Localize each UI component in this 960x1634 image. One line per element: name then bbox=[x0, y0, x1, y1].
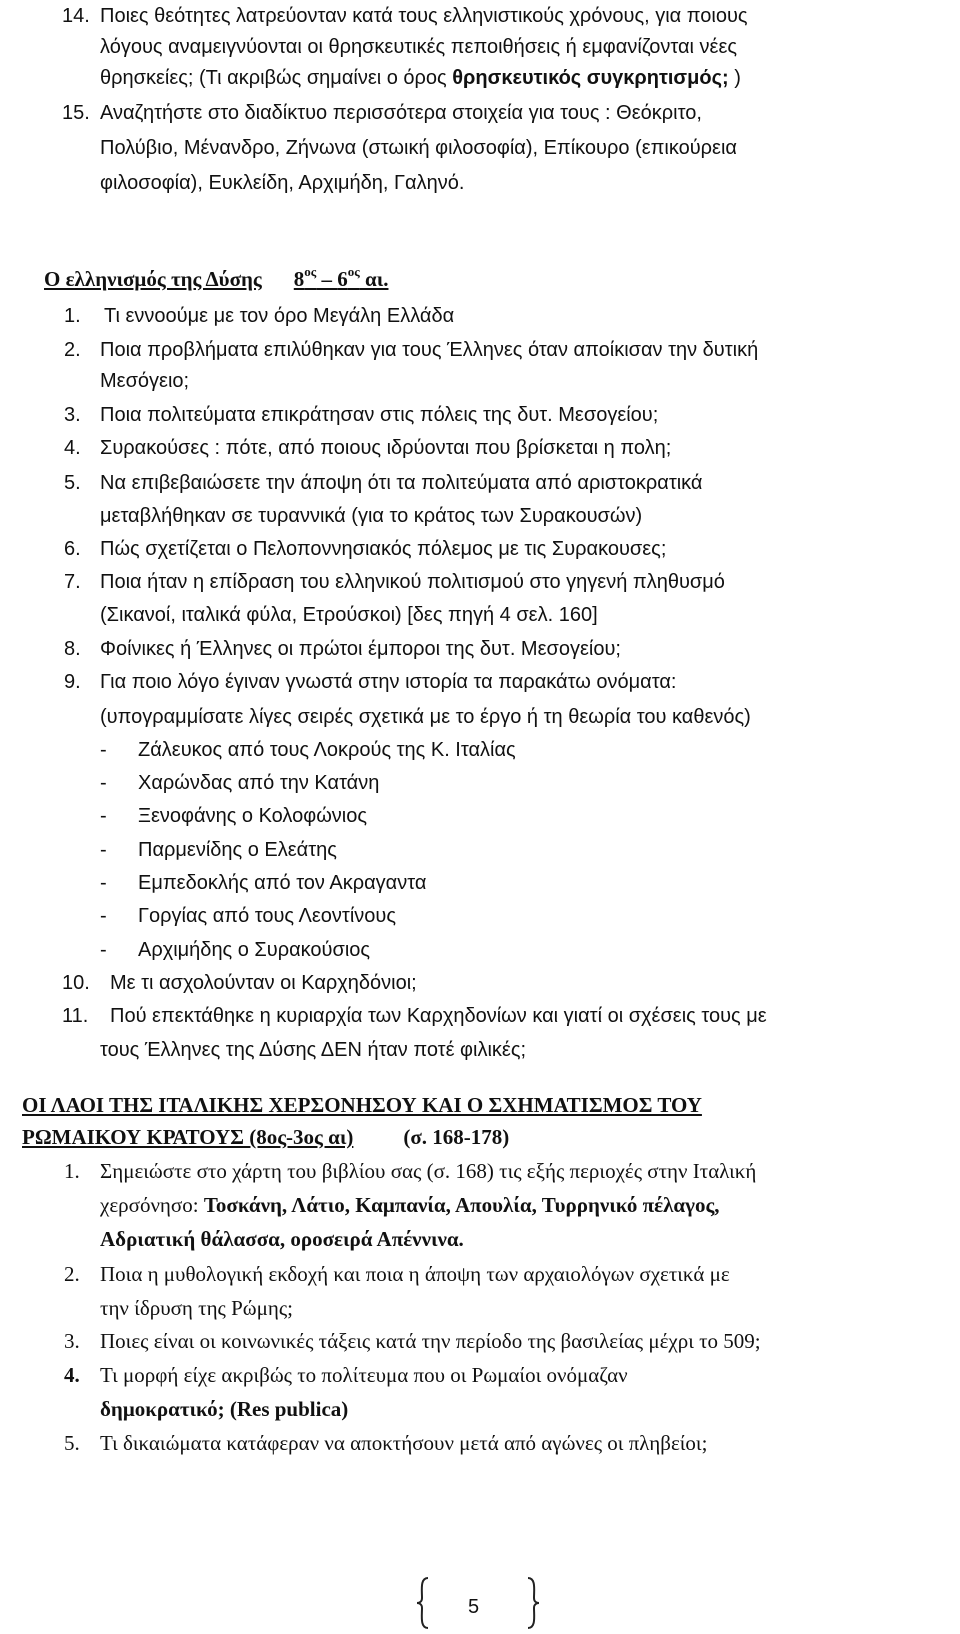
s1-item-5-line-2: μεταβλήθηκαν σε τυραννικά (για το κράτος των Συρακουσών) bbox=[100, 505, 643, 527]
s2-item-1-line-2 bbox=[100, 1192, 720, 1218]
s1-item-7-line-1: Ποια ήταν η επίδραση του ελληνικού πολιτισμού στο γηγενή πληθυσμό bbox=[100, 571, 725, 593]
s1-item-6-line-1: Πώς σχετίζεται ο Πελοποννησιακός πόλεμος με τις Συρακουσες; bbox=[100, 538, 667, 560]
section1-title-text: Ο ελληνισμός της Δύσης bbox=[44, 267, 262, 291]
s1-item-7-line-2: (Σικανοί, ιταλικά φύλα, Ετρούσκοι) [δες πηγή 4 σελ. 160] bbox=[100, 604, 598, 626]
name-bullet: - bbox=[100, 872, 107, 894]
s1-item-11-line-2: τους Έλληνες της Δύσης ΔΕΝ ήταν ποτέ φιλικές; bbox=[100, 1039, 527, 1061]
s2-item-1-regions: Τοσκάνη, Λάτιο, Καμπανία, Απουλία, Τυρρηνικό πέλαγος, bbox=[203, 1193, 720, 1217]
s1-item-2-line-1: Ποια προβλήματα επιλύθηκαν για τους Έλληνες όταν αποίκισαν την δυτική bbox=[100, 339, 759, 361]
name-bullet: - bbox=[100, 805, 107, 827]
s2-item-4-line-1: Τι μορφή είχε ακριβώς το πολίτευμα που οι Ρωμαίοι ονόμαζαν bbox=[100, 1363, 628, 1387]
q14-line-1: Ποιες θεότητες λατρεύονταν κατά τους ελληνιστικούς χρόνους, για ποιους bbox=[100, 5, 748, 27]
s1-item-3-number: 3. bbox=[64, 404, 81, 426]
section2-pages: (σ. 168-178) bbox=[403, 1125, 510, 1149]
s1-item-2-line-2: Μεσόγειο; bbox=[100, 370, 190, 392]
name-charondas: Χαρώνδας από την Κατάνη bbox=[138, 772, 380, 794]
s2-item-1-line-1: Σημειώστε στο χάρτη του βιβλίου σας (σ. 168) τις εξής περιοχές στην Ιταλική bbox=[100, 1159, 757, 1183]
section1-dash: – bbox=[316, 267, 338, 291]
q15-line-3: φιλοσοφία), Ευκλείδη, Αρχιμήδη, Γαληνό. bbox=[100, 172, 465, 194]
s2-item-5-line-1: Τι δικαιώματα κατάφεραν να αποκτήσουν μετά από αγώνες οι πληβείοι; bbox=[100, 1431, 708, 1455]
name-bullet: - bbox=[100, 905, 107, 927]
section1-sup-1: ος bbox=[304, 264, 317, 279]
s1-item-1-number: 1. bbox=[64, 305, 81, 327]
s1-item-5-number: 5. bbox=[64, 472, 81, 494]
q15-line-1: Αναζητήστε στο διαδίκτυο περισσότερα στοιχεία για τους : Θεόκριτο, bbox=[100, 102, 702, 124]
name-bullet: - bbox=[100, 772, 107, 794]
s2-item-2-number: 2. bbox=[64, 1262, 80, 1286]
s1-item-9-number: 9. bbox=[64, 671, 81, 693]
s2-item-5-number: 5. bbox=[64, 1431, 80, 1455]
section2-title-line-2 bbox=[22, 1124, 509, 1150]
q14-line-3-end: ) bbox=[728, 67, 741, 89]
page-number: 5 bbox=[468, 1596, 480, 1618]
name-empedocles: Εμπεδοκλής από τον Ακραγαντα bbox=[138, 872, 427, 894]
section2-title-text: ΡΩΜΑΙΚΟΥ ΚΡΑΤΟΥΣ (8ος-3ος αι) bbox=[22, 1125, 354, 1149]
section2-title-line-1: ΟΙ ΛΑΟΙ ΤΗΣ ΙΤΑΛΙΚΗΣ ΧΕΡΣΟΝΗΣΟΥ ΚΑΙ Ο ΣΧΗΜΑΤΙΣΜΟΣ ΤΟΥ bbox=[22, 1093, 702, 1117]
s2-item-1-number: 1. bbox=[64, 1159, 80, 1183]
s1-item-4-line-1: Συρακούσες : πότε, από ποιους ιδρύονται που βρίσκεται η πολη; bbox=[100, 437, 672, 459]
name-bullet: - bbox=[100, 739, 107, 761]
section1-title bbox=[44, 266, 388, 292]
q14-number: 14. bbox=[62, 5, 90, 27]
name-bullet: - bbox=[100, 839, 107, 861]
name-xenophanes: Ξενοφάνης ο Κολοφώνιος bbox=[138, 805, 368, 827]
section1-century-start: 8 bbox=[293, 267, 305, 291]
s1-item-7-number: 7. bbox=[64, 571, 81, 593]
q14-line-3-text: θρησκείες; (Τι ακριβώς σημαίνει ο όρος bbox=[100, 67, 453, 89]
s2-item-4-line-2: δημοκρατικό; (Res publica) bbox=[100, 1397, 349, 1421]
s1-item-10-number: 10. bbox=[62, 972, 90, 994]
s2-item-1-prefix: χερσόνησο: bbox=[100, 1193, 204, 1217]
name-gorgias: Γοργίας από τους Λεοντίνους bbox=[138, 905, 396, 927]
q14-line-3 bbox=[100, 65, 741, 91]
s1-item-9-line-2: (υπογραμμίσατε λίγες σειρές σχετικά με το έργο ή τη θεωρία του καθενός) bbox=[100, 706, 751, 728]
left-brace-icon bbox=[414, 1576, 432, 1630]
right-brace-icon bbox=[524, 1576, 542, 1630]
s2-item-1-line-3: Αδριατική θάλασσα, οροσειρά Απέννινα. bbox=[100, 1227, 464, 1251]
s2-item-2-line-1: Ποια η μυθολογική εκδοχή και ποια η άποψη των αρχαιολόγων σχετικά με bbox=[100, 1262, 730, 1286]
s1-item-6-number: 6. bbox=[64, 538, 81, 560]
q14-line-2: λόγους αναμειγνύονται οι θρησκευτικές πεποιθήσεις ή εμφανίζονται νέες bbox=[100, 36, 738, 58]
s1-item-10-line-1: Με τι ασχολούνταν οι Καρχηδόνιοι; bbox=[110, 972, 417, 994]
section1-sup-2: ος bbox=[347, 264, 360, 279]
q15-line-2: Πολύβιο, Μένανδρο, Ζήνωνα (στωική φιλοσοφία), Επίκουρο (επικούρεια bbox=[100, 137, 737, 159]
s1-item-8-line-1: Φοίνικες ή Έλληνες οι πρώτοι έμποροι της δυτ. Μεσογείου; bbox=[100, 638, 621, 660]
name-archimedes: Αρχιμήδης ο Συρακούσιος bbox=[138, 939, 371, 961]
name-bullet: - bbox=[100, 939, 107, 961]
s1-item-4-number: 4. bbox=[64, 437, 81, 459]
name-zaleukos: Ζάλευκος από τους Λοκρούς της Κ. Ιταλίας bbox=[138, 739, 516, 761]
s1-item-8-number: 8. bbox=[64, 638, 81, 660]
s2-item-4-number: 4. bbox=[64, 1363, 80, 1387]
q15-number: 15. bbox=[62, 102, 90, 124]
s2-item-2-line-2: την ίδρυση της Ρώμης; bbox=[100, 1296, 294, 1320]
s2-item-3-line-1: Ποιες είναι οι κοινωνικές τάξεις κατά την περίοδο της βασιλείας μέχρι το 509; bbox=[100, 1329, 761, 1353]
s1-item-11-line-1: Πού επεκτάθηκε η κυριαρχία των Καρχηδονίων και γιατί οι σχέσεις τους με bbox=[110, 1005, 767, 1027]
s1-item-11-number: 11. bbox=[62, 1005, 89, 1027]
s1-item-5-line-1: Να επιβεβαιώσετε την άποψη ότι τα πολιτεύματα από αριστοκρατικά bbox=[100, 472, 703, 494]
s1-item-2-number: 2. bbox=[64, 339, 81, 361]
name-parmenides: Παρμενίδης ο Ελεάτης bbox=[138, 839, 337, 861]
s1-item-1-line-1: Τι εννοούμε με τον όρο Μεγάλη Ελλάδα bbox=[104, 305, 455, 327]
section1-title-end: αι. bbox=[359, 267, 389, 291]
s1-item-3-line-1: Ποια πολιτεύματα επικράτησαν στις πόλεις της δυτ. Μεσογείου; bbox=[100, 404, 659, 426]
s2-item-3-number: 3. bbox=[64, 1329, 80, 1353]
section1-century-end: 6 bbox=[337, 267, 348, 291]
s1-item-9-line-1: Για ποιο λόγο έγιναν γνωστά στην ιστορία τα παρακάτω ονόματα: bbox=[100, 671, 677, 693]
q14-term-syncretism: θρησκευτικός συγκρητισμός; bbox=[452, 67, 729, 89]
